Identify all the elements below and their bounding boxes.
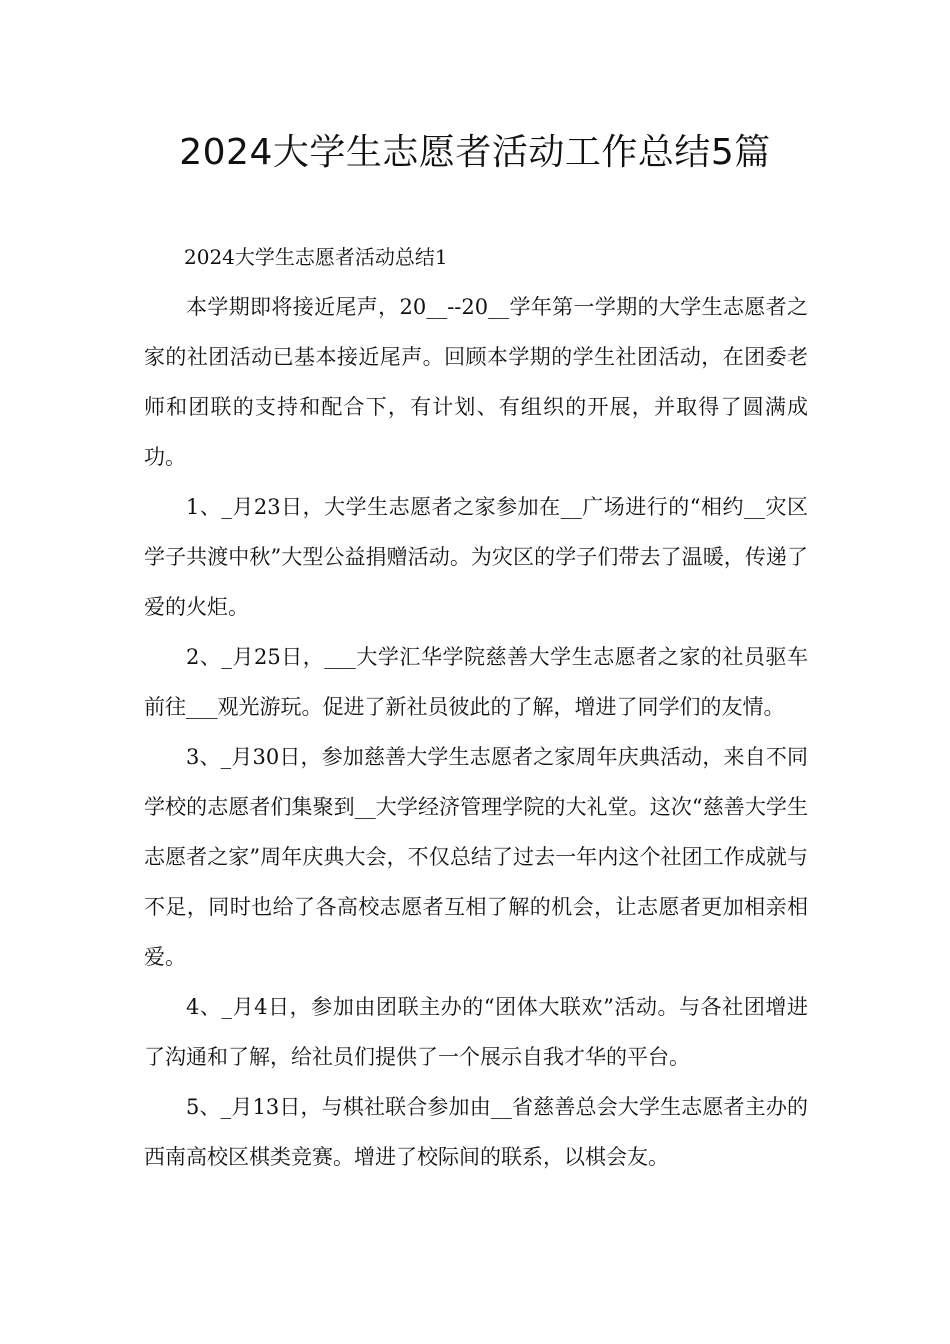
paragraph-item-2: 2、_月25日，___大学汇华学院慈善大学生志愿者之家的社员驱车前往___观光游玩。促进了新社员彼此的了解，增进了同学们的友情。 bbox=[144, 645, 808, 719]
paragraph-item-5: 5、_月13日，与棋社联合参加由__省慈善总会大学生志愿者主办的西南高校区棋类竞赛。增进了校际间的联系，以棋会友。 bbox=[144, 1095, 808, 1169]
paragraph-item-1: 1、_月23日，大学生志愿者之家参加在__广场进行的“相约__灾区学子共渡中秋”大型公益捐赠活动。为灾区的学子们带去了温暖，传递了爱的火炬。 bbox=[144, 495, 808, 619]
paragraph-item-4: 4、_月4日，参加由团联主办的“团体大联欢”活动。与各社团增进了沟通和了解，给社员们提供了一个展示自我才华的平台。 bbox=[144, 995, 808, 1069]
document-body bbox=[144, 232, 808, 1182]
section-heading: 2024大学生志愿者活动总结1 bbox=[184, 245, 448, 269]
document-title: 2024大学生志愿者活动工作总结5篇 bbox=[179, 132, 771, 173]
paragraph-intro: 本学期即将接近尾声，20__--20__学年第一学期的大学生志愿者之家的社团活动已基本接近尾声。回顾本学期的学生社团活动，在团委老师和团联的支持和配合下，有计划、有组织的开展，并取得了圆满成功。 bbox=[144, 295, 808, 469]
paragraph-item-3: 3、_月30日，参加慈善大学生志愿者之家周年庆典活动，来自不同学校的志愿者们集聚到__大学经济管理学院的大礼堂。这次“慈善大学生志愿者之家”周年庆典大会，不仅总结了过去一年内这个社团工作成就与不足，同时也给了各高校志愿者互相了解的机会，让志愿者更加相亲相爱。 bbox=[144, 745, 808, 969]
